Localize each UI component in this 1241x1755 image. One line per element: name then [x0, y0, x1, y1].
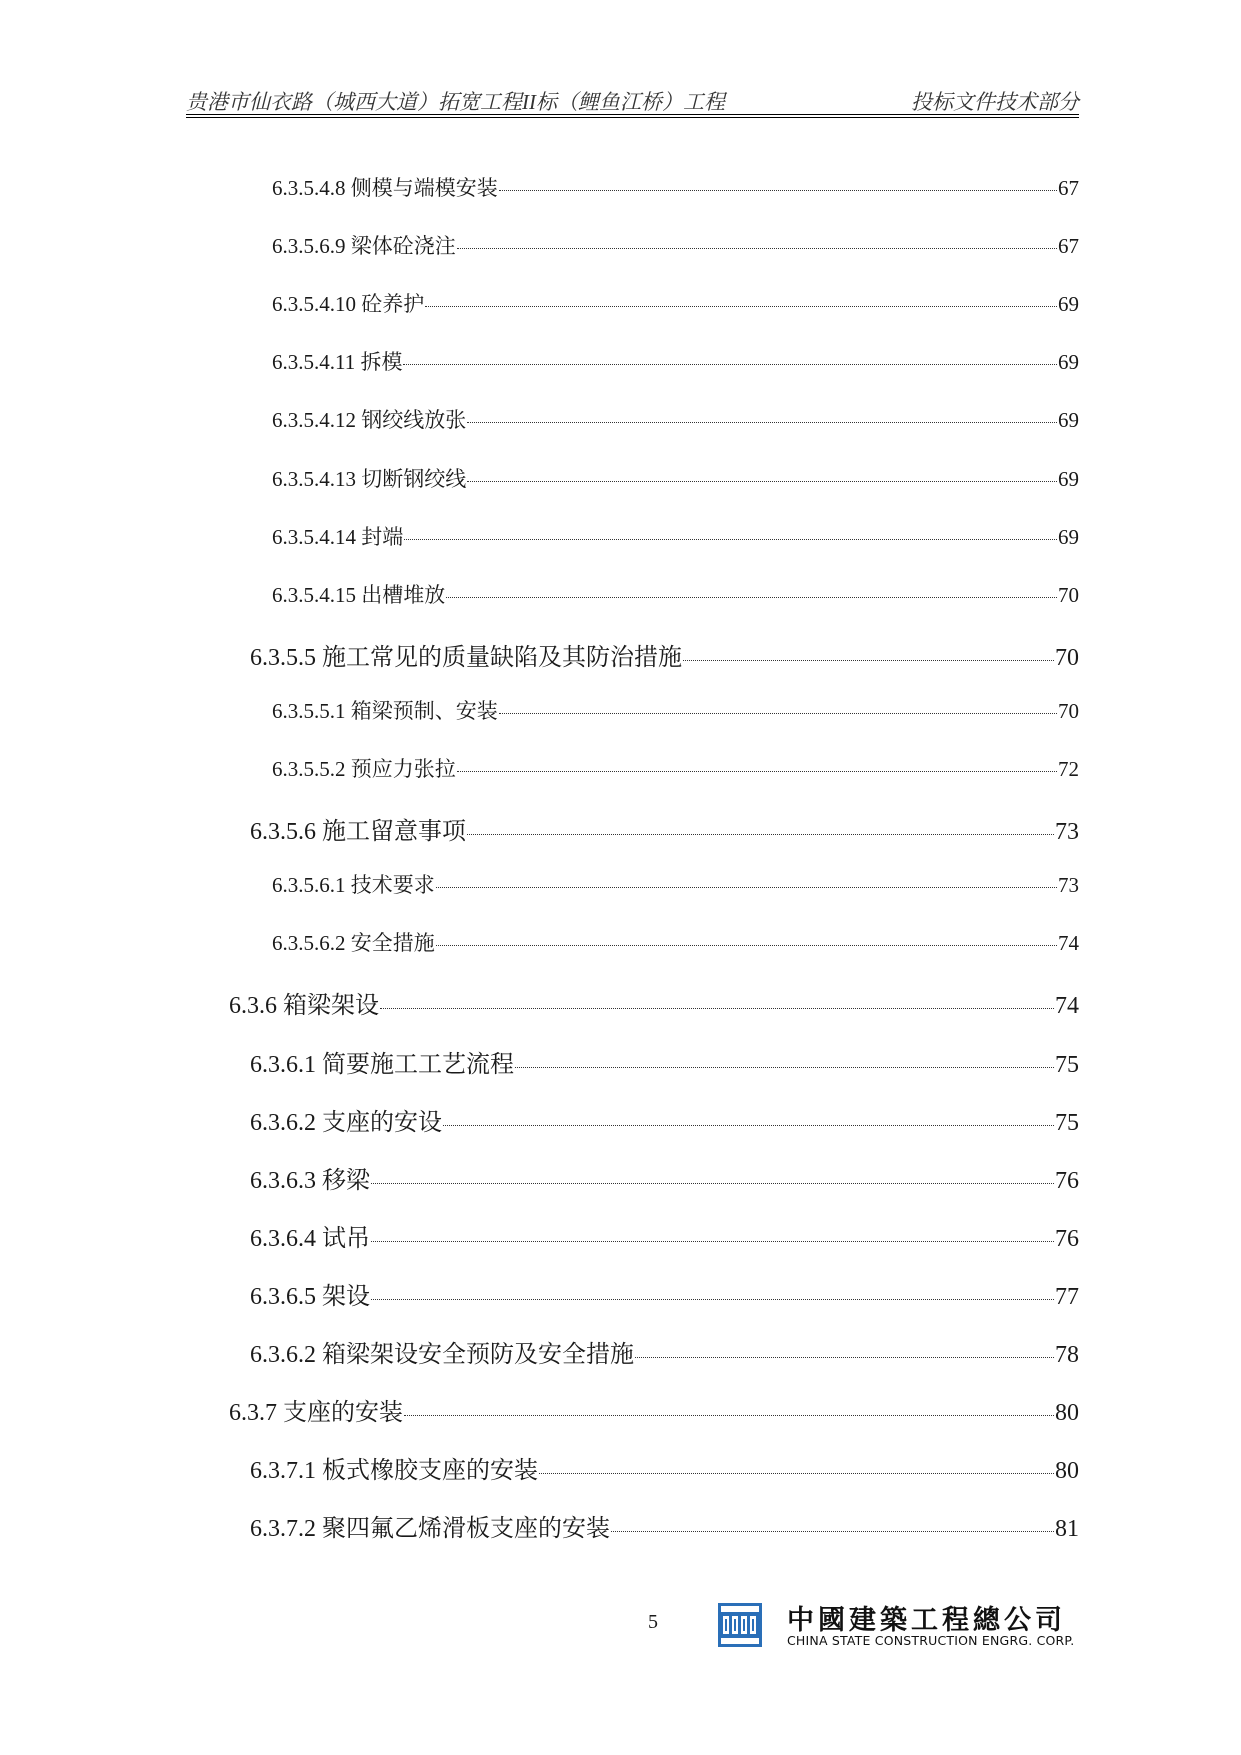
toc-entry[interactable] [250, 1508, 1079, 1543]
toc-entry[interactable] [272, 521, 1079, 551]
toc-entry-label: 6.3.6.5 架设 [250, 1284, 370, 1310]
toc-entry[interactable] [250, 637, 1079, 672]
toc-entry[interactable] [229, 1392, 1079, 1427]
toc-entry-page: 78 [1055, 1342, 1079, 1368]
toc-entry[interactable] [272, 230, 1079, 260]
toc-entry-page: 69 [1058, 408, 1079, 432]
toc-dot-leader [446, 597, 1057, 598]
toc-entry[interactable] [272, 579, 1079, 609]
toc-entry-page: 77 [1055, 1284, 1079, 1310]
toc-entry-page: 72 [1058, 757, 1079, 781]
toc-entry-label: 6.3.7.1 板式橡胶支座的安装 [250, 1458, 538, 1484]
toc-entry[interactable] [250, 1044, 1079, 1079]
toc-dot-leader [404, 539, 1057, 540]
toc-dot-leader [499, 713, 1057, 714]
toc-entry[interactable] [272, 463, 1079, 493]
toc-entry-page: 69 [1058, 350, 1079, 374]
toc-entry-page: 74 [1055, 993, 1079, 1019]
toc-entry-page: 70 [1058, 699, 1079, 723]
toc-entry-label: 6.3.5.6.9 梁体砼浇注 [272, 234, 456, 258]
toc-dot-leader [380, 1008, 1054, 1009]
toc-entry[interactable] [250, 811, 1079, 846]
toc-entry-page: 69 [1058, 467, 1079, 491]
toc-entry-label: 6.3.6 箱梁架设 [229, 993, 379, 1019]
toc-entry[interactable] [272, 288, 1079, 318]
toc-entry-label: 6.3.5.6 施工留意事项 [250, 819, 466, 845]
toc-entry-label: 6.3.5.4.15 出槽堆放 [272, 583, 446, 607]
toc-entry[interactable] [272, 172, 1079, 202]
toc-entry-label: 6.3.5.6.1 技术要求 [272, 873, 435, 897]
toc-entry-label: 6.3.5.4.13 切断钢绞线 [272, 467, 467, 491]
toc-dot-leader [404, 1415, 1054, 1416]
toc-dot-leader [635, 1357, 1054, 1358]
toc-dot-leader [457, 771, 1057, 772]
header-rule [186, 114, 1079, 115]
toc-entry-label: 6.3.5.5.1 箱梁预制、安装 [272, 699, 498, 723]
toc-dot-leader [403, 364, 1057, 365]
toc-dot-leader [425, 306, 1057, 307]
toc-entry-label: 6.3.6.2 支座的安设 [250, 1110, 442, 1136]
toc-entry[interactable] [250, 1450, 1079, 1485]
toc-entry-page: 70 [1058, 583, 1079, 607]
toc-entry-label: 6.3.5.4.11 拆模 [272, 350, 403, 374]
toc-dot-leader [371, 1299, 1054, 1300]
toc-entry-page: 76 [1055, 1168, 1079, 1194]
toc-entry-page: 73 [1055, 819, 1079, 845]
toc-entry[interactable] [250, 1276, 1079, 1311]
company-name-chinese: 中國建築工程總公司 [787, 1605, 1066, 1636]
toc-entry-label: 6.3.5.4.14 封端 [272, 525, 404, 549]
toc-entry-page: 73 [1058, 873, 1079, 897]
cscec-logo-icon [718, 1603, 762, 1647]
toc-entry-label: 6.3.5.4.10 砼养护 [272, 292, 425, 316]
toc-entry-label: 6.3.5.6.2 安全措施 [272, 931, 435, 955]
header-project-title: 贵港市仙衣路（城西大道）拓宽工程II标（鲤鱼江桥）工程 [186, 90, 725, 114]
page-number: 5 [648, 1611, 658, 1633]
toc-entry-label: 6.3.5.5 施工常见的质量缺陷及其防治措施 [250, 645, 682, 671]
toc-entry-page: 75 [1055, 1052, 1079, 1078]
toc-dot-leader [467, 422, 1057, 423]
header-rule-secondary [186, 117, 1079, 118]
toc-entry-page: 80 [1055, 1400, 1079, 1426]
toc-dot-leader [467, 481, 1057, 482]
toc-dot-leader [539, 1473, 1054, 1474]
toc-entry[interactable] [272, 927, 1079, 957]
toc-entry-page: 76 [1055, 1226, 1079, 1252]
toc-entry-page: 81 [1055, 1516, 1079, 1542]
toc-entry[interactable] [250, 1160, 1079, 1195]
toc-entry-label: 6.3.5.4.8 侧模与端模安装 [272, 176, 498, 200]
toc-entry-label: 6.3.6.4 试吊 [250, 1226, 370, 1252]
toc-entry-label: 6.3.6.2 箱梁架设安全预防及安全措施 [250, 1342, 634, 1368]
company-name-english: CHINA STATE CONSTRUCTION ENGRG. CORP. [787, 1633, 1075, 1648]
toc-entry-page: 80 [1055, 1458, 1079, 1484]
toc-entry-label: 6.3.5.5.2 预应力张拉 [272, 757, 456, 781]
toc-entry[interactable] [272, 404, 1079, 434]
toc-entry-page: 69 [1058, 292, 1079, 316]
toc-entry-page: 69 [1058, 525, 1079, 549]
toc-dot-leader [443, 1125, 1054, 1126]
toc-dot-leader [371, 1183, 1054, 1184]
toc-entry-page: 75 [1055, 1110, 1079, 1136]
toc-dot-leader [371, 1241, 1054, 1242]
running-header [186, 86, 1079, 116]
toc-dot-leader [457, 248, 1057, 249]
toc-dot-leader [611, 1531, 1054, 1532]
toc-entry-page: 67 [1058, 176, 1079, 200]
toc-dot-leader [467, 834, 1054, 835]
toc-dot-leader [436, 945, 1057, 946]
toc-entry[interactable] [229, 985, 1079, 1020]
toc-entry-page: 67 [1058, 234, 1079, 258]
toc-dot-leader [683, 660, 1054, 661]
toc-entry-label: 6.3.7.2 聚四氟乙烯滑板支座的安装 [250, 1516, 610, 1542]
toc-entry[interactable] [272, 753, 1079, 783]
toc-entry[interactable] [272, 869, 1079, 899]
toc-entry-page: 70 [1055, 645, 1079, 671]
header-section-title: 投标文件技术部分 [911, 90, 1079, 114]
toc-entry-label: 6.3.5.4.12 钢绞线放张 [272, 408, 467, 432]
toc-dot-leader [436, 887, 1057, 888]
toc-entry-label: 6.3.6.1 简要施工工艺流程 [250, 1052, 514, 1078]
toc-entry[interactable] [250, 1102, 1079, 1137]
toc-entry-label: 6.3.7 支座的安装 [229, 1400, 403, 1426]
toc-entry[interactable] [272, 346, 1079, 376]
toc-dot-leader [515, 1067, 1054, 1068]
toc-entry-page: 74 [1058, 931, 1079, 955]
toc-entry[interactable] [250, 1334, 1079, 1369]
toc-entry[interactable] [272, 695, 1079, 725]
toc-entry-label: 6.3.6.3 移梁 [250, 1168, 370, 1194]
toc-entry[interactable] [250, 1218, 1079, 1253]
toc-dot-leader [499, 190, 1057, 191]
